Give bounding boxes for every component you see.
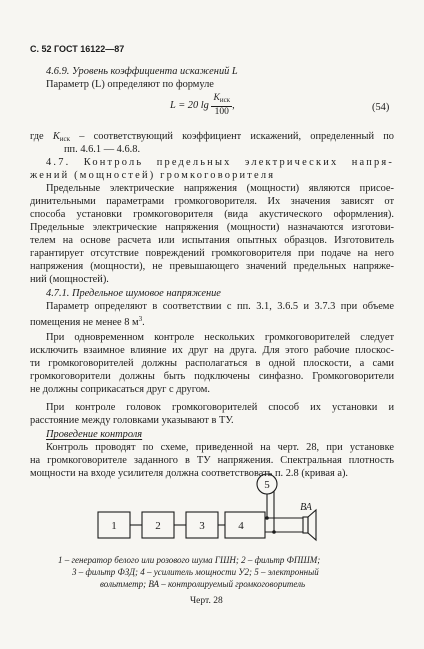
paragraph-line: гарантирует отсутствие повреждений громкоговорителя при подаче на него — [30, 248, 394, 259]
formula-number: (54) — [372, 102, 390, 113]
paragraph-line: При контроле головок громкоговорителей способ их установки и — [46, 402, 394, 413]
paragraph-line: не должны соприкасаться друг с другом. — [30, 384, 210, 395]
speaker-cone — [308, 510, 316, 540]
section-4-7-heading-1: 4.7. Контроль предельных электрических напря- — [46, 157, 394, 168]
section-4-6-9-text: Параметр (L) определяют по формуле — [46, 79, 214, 90]
paragraph-line: Параметр определяют в соответствии с пп. 3.1, 3.6.5 и 3.7.3 при объеме — [46, 301, 394, 312]
formula-lhs: L = 20 lg — [170, 99, 209, 111]
speaker-body — [303, 517, 308, 533]
formula-54: L = 20 lg $\frac{K_{иск}}{100}$ , — [170, 93, 235, 117]
speaker-label: ВА — [300, 502, 312, 513]
paragraph-line: напряжения (мощности), не превышающего значений предельных напряже- — [30, 261, 394, 272]
block-4-label: 4 — [238, 520, 244, 532]
block-2-label: 2 — [155, 520, 161, 532]
paragraph-line: ний (мощностей). — [30, 274, 109, 285]
block-5-label: 5 — [264, 479, 270, 491]
junction-dot — [265, 516, 269, 520]
where-line-2: пп. 4.6.1 — 4.6.8. — [64, 144, 141, 155]
paragraph-line: исключить взаимное влияние их друг на друга. Для этого рабочие плоскос- — [30, 345, 394, 356]
paragraph-line: ти громкоговорителей должны располагаться в одной плоскости, а сами — [30, 358, 394, 369]
paragraph-line: Предельные электрические напряжения (мощности) являются присое- — [46, 183, 394, 194]
block-1-label: 1 — [111, 520, 117, 532]
paragraph-line: громкоговорители должны быть подключены синфазно. Громкоговорители — [30, 371, 394, 382]
caption-line-1: 1 – генератор белого или розового шума ГШН; 2 – фильтр ФПШМ; — [58, 555, 321, 565]
paragraph-line: мощности на входе усилителя должна соответствовать п. 2.8 (кривая а). — [30, 468, 349, 479]
paragraph-line: динительными параметрами громкоговорителя. Их значения зависят от — [30, 196, 394, 207]
formula-denominator: 100 — [214, 107, 229, 117]
junction-dot — [272, 530, 276, 534]
where-line-1: где $K_{иск}$ – соответствующий коэффициент искажений, определенный по — [30, 131, 394, 143]
paragraph-line: Предельные электрические напряжения (мощности) назначаются изготови- — [30, 222, 394, 233]
section-4-7-1-title: 4.7.1. Предельное шумовое напряжение — [46, 288, 221, 299]
caption-line-2: 3 – фильтр ФЗД; 4 – усилитель мощности У2; 5 – электронный — [72, 567, 319, 577]
block-3-label: 3 — [199, 520, 205, 532]
control-title: Проведение контроля — [46, 429, 143, 440]
caption-line-3: вольтметр; ВА – контролируемый громкоговоритель — [100, 579, 306, 589]
paragraph-line: расстояние между головками указывают в ТУ. — [30, 415, 234, 426]
paragraph-line: на громкоговорителе заданного в ТУ напряжения. Спектральная плотность — [30, 455, 394, 466]
paragraph-line: Контроль проводят по схеме, приведенной на черт. 28, при установке — [46, 442, 394, 453]
block-4 — [225, 512, 265, 538]
figure-label: Черт. 28 — [190, 596, 223, 606]
page-header: С. 52 ГОСТ 16122—87 — [30, 44, 125, 54]
section-4-7-heading-2: жений (мощностей) громкоговорителя — [30, 170, 276, 181]
formula-numerator: $K_{иск}$ — [211, 93, 232, 107]
section-4-6-9-title: 4.6.9. Уровень коэффициента искажений L — [46, 66, 238, 77]
paragraph-line: телем на основе расчета или испытания опытных образцов. Изготовитель — [30, 235, 394, 246]
paragraph-line: При одновременном контроле нескольких громкоговорителей следует — [46, 332, 394, 343]
paragraph-line: способа установки громкоговорителя (вида акустического оформления). — [30, 209, 394, 220]
paragraph-line: помещения не менее 8 $м^3$. — [30, 315, 145, 328]
